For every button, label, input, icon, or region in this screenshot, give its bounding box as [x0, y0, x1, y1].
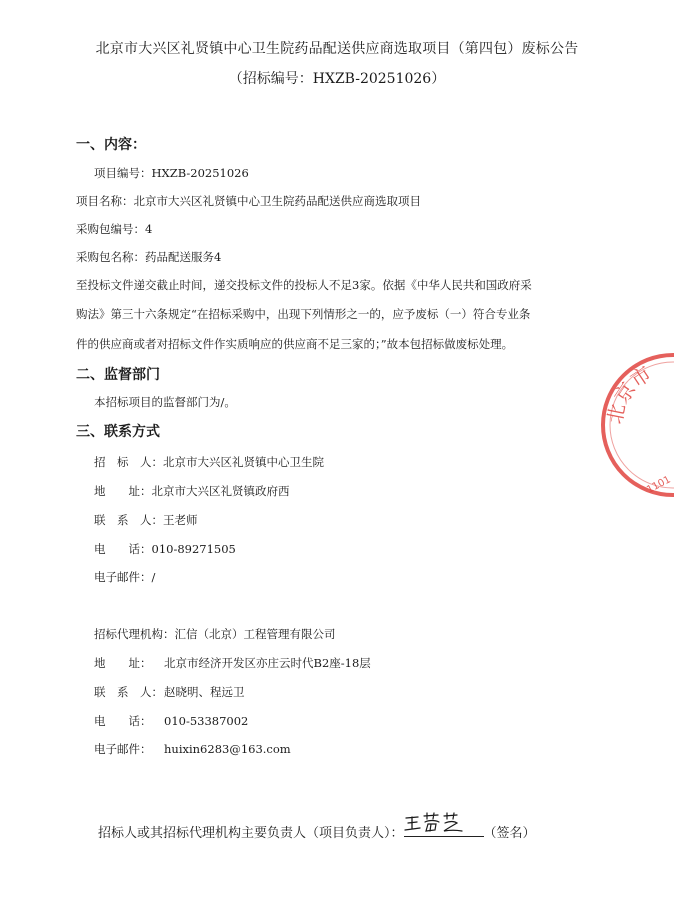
agency-email-label: 电子邮件： — [94, 742, 152, 756]
agency-phone: 010-53387002 — [164, 714, 249, 728]
page-title: 北京市大兴区礼贤镇中心卫生院药品配送供应商选取项目（第四包）废标公告 — [95, 41, 579, 57]
svg-text:北京市 — [602, 361, 655, 426]
tenderer-name-row — [94, 454, 324, 470]
signature-line — [98, 822, 536, 841]
agency-name-label: 招标代理机构： — [94, 627, 175, 641]
section-heading-content: 一、内容： — [76, 137, 146, 153]
official-seal-icon — [598, 350, 674, 500]
project-number: 项目编号：HXZB-20251026 — [94, 166, 249, 180]
agency-address-row — [94, 655, 371, 671]
agency-name: 汇信（北京）工程管理有限公司 — [174, 627, 336, 641]
tender-number-subtitle: （招标编号：HXZB-20251026） — [228, 71, 446, 87]
package-name: 采购包名称：药品配送服务4 — [76, 250, 222, 264]
agency-contact: 赵晓明、程远卫 — [164, 685, 245, 699]
agency-address-label: 地 址： — [94, 656, 152, 670]
section-heading-contact: 三、联系方式 — [76, 424, 160, 440]
package-number: 采购包编号：4 — [76, 222, 153, 236]
tenderer-phone-row — [94, 541, 236, 557]
tenderer-address-label: 地 址： — [94, 484, 152, 498]
signature-prefix: 招标人或其招标代理机构主要负责人（项目负责人）： — [98, 826, 404, 841]
agency-phone-label: 电 话： — [94, 714, 152, 728]
paragraph-line-1: 至投标文件递交截止时间，递交投标文件的投标人不足3家。依据《中华人民共和国政府采 — [76, 278, 532, 292]
tenderer-email-row — [94, 569, 155, 585]
tenderer-address-row — [94, 483, 290, 499]
signature-suffix: （签名） — [483, 826, 536, 841]
agency-email-row — [94, 741, 291, 757]
tenderer-contact: 王老师 — [163, 513, 198, 527]
seal-number: 1101 — [645, 474, 673, 496]
project-name: 项目名称：北京市大兴区礼贤镇中心卫生院药品配送供应商选取项目 — [76, 194, 421, 208]
supervision-text: 本招标项目的监督部门为/。 — [94, 395, 236, 409]
agency-email: huixin6283@163.com — [164, 742, 291, 756]
section-heading-supervision: 二、监督部门 — [76, 367, 160, 383]
handwritten-signature-icon — [402, 810, 482, 836]
agency-name-row — [94, 626, 336, 642]
tenderer-name: 北京市大兴区礼贤镇中心卫生院 — [163, 455, 324, 469]
agency-phone-row — [94, 713, 248, 729]
tenderer-name-label: 招 标 人： — [94, 455, 163, 469]
paragraph-line-3: 件的供应商或者对招标文件作实质响应的供应商不足三家的；”故本包招标做废标处理。 — [76, 337, 514, 351]
tenderer-contact-row — [94, 512, 198, 528]
tenderer-phone-label: 电 话： — [94, 542, 152, 556]
tenderer-address: 北京市大兴区礼贤镇政府西 — [151, 484, 290, 498]
tenderer-email: / — [151, 570, 156, 584]
paragraph-line-2: 购法》第三十六条规定“在招标采购中，出现下列情形之一的，应予废标（一）符合专业条 — [76, 307, 531, 321]
agency-contact-label: 联 系 人： — [94, 685, 163, 699]
agency-contact-row — [94, 684, 245, 700]
tenderer-phone: 010-89271505 — [151, 542, 236, 556]
tenderer-email-label: 电子邮件： — [94, 570, 152, 584]
signature-field — [404, 822, 484, 837]
tenderer-contact-label: 联 系 人： — [94, 513, 163, 527]
seal-text: 北京市 — [602, 361, 656, 426]
agency-address: 北京市经济开发区亦庄云时代B2座-18层 — [164, 656, 371, 670]
